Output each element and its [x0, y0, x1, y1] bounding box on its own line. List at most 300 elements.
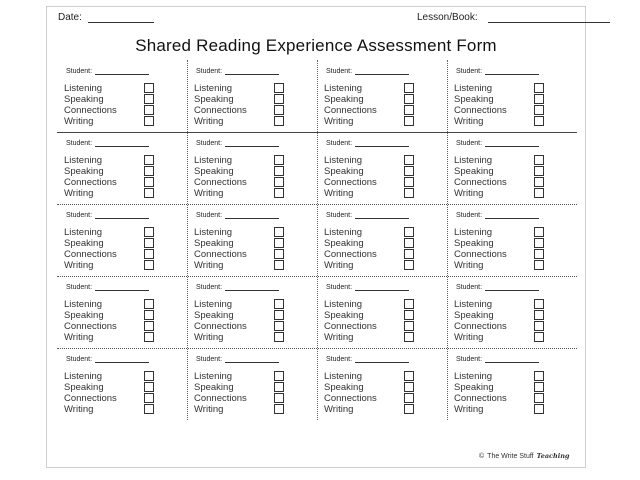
skill-checkbox[interactable] [274, 94, 284, 104]
student-label: Student: [326, 140, 353, 147]
skill-item [454, 188, 549, 199]
student-name-line[interactable] [225, 282, 279, 291]
skill-item [454, 177, 549, 188]
skill-checkbox[interactable] [404, 155, 414, 165]
skill-item [64, 116, 159, 127]
student-name-line[interactable] [95, 138, 149, 147]
skill-label: Listening [64, 83, 103, 94]
skill-label: Writing [194, 332, 224, 343]
skill-label: Speaking [454, 310, 494, 321]
skill-label: Speaking [324, 310, 364, 321]
skill-label: Speaking [64, 238, 104, 249]
student-name-line[interactable] [95, 66, 149, 75]
student-label: Student: [196, 356, 223, 363]
skill-checkbox[interactable] [534, 116, 544, 126]
skill-checkbox[interactable] [274, 116, 284, 126]
student-label: Student: [456, 140, 483, 147]
skill-checkbox[interactable] [274, 249, 284, 259]
skill-label: Writing [454, 404, 484, 415]
skill-label: Writing [454, 188, 484, 199]
skill-item [194, 188, 289, 199]
skill-checkbox[interactable] [534, 94, 544, 104]
skill-label: Speaking [324, 382, 364, 393]
skill-item [324, 382, 419, 393]
skill-label: Connections [324, 177, 377, 188]
skill-checkbox[interactable] [144, 404, 154, 414]
brand-accent: Teaching [536, 452, 570, 460]
student-field[interactable] [196, 354, 279, 363]
skill-label: Connections [324, 249, 377, 260]
skill-checkbox[interactable] [274, 404, 284, 414]
skill-checkbox[interactable] [404, 83, 414, 93]
skill-checkbox[interactable] [534, 260, 544, 270]
student-field[interactable] [456, 210, 539, 219]
student-label: Student: [66, 212, 93, 219]
skill-label: Speaking [194, 166, 234, 177]
skill-item [324, 155, 419, 166]
skill-item [454, 227, 549, 238]
skill-label: Connections [324, 393, 377, 404]
skill-item [194, 249, 289, 260]
skill-label: Writing [194, 116, 224, 127]
skills-list [64, 155, 159, 199]
skill-label: Speaking [194, 310, 234, 321]
skill-item [324, 299, 419, 310]
skill-item [324, 188, 419, 199]
skill-item [194, 238, 289, 249]
skill-item [454, 321, 549, 332]
skill-checkbox[interactable] [144, 260, 154, 270]
skill-checkbox[interactable] [534, 177, 544, 187]
skill-checkbox[interactable] [274, 188, 284, 198]
skill-checkbox[interactable] [404, 382, 414, 392]
skill-item [324, 238, 419, 249]
student-name-line[interactable] [225, 210, 279, 219]
student-field[interactable] [326, 354, 409, 363]
skill-label: Connections [194, 249, 247, 260]
skill-checkbox[interactable] [274, 227, 284, 237]
skill-label: Speaking [324, 94, 364, 105]
student-label: Student: [456, 284, 483, 291]
student-name-line[interactable] [355, 210, 409, 219]
student-cell [447, 132, 577, 204]
skill-checkbox[interactable] [534, 105, 544, 115]
student-field[interactable] [66, 354, 149, 363]
skill-checkbox[interactable] [534, 227, 544, 237]
copyright-symbol: © [479, 452, 485, 460]
skill-label: Writing [64, 332, 94, 343]
skill-item [454, 371, 549, 382]
lesson-label: Lesson/Book: [417, 12, 478, 23]
skill-checkbox[interactable] [534, 393, 544, 403]
skill-label: Speaking [194, 238, 234, 249]
page-title: Shared Reading Experience Assessment Form [135, 36, 497, 55]
student-name-line[interactable] [485, 66, 539, 75]
skill-item [64, 166, 159, 177]
student-cell [447, 348, 577, 420]
skill-item [194, 321, 289, 332]
skill-checkbox[interactable] [534, 166, 544, 176]
skill-item [64, 393, 159, 404]
skill-label: Writing [64, 116, 94, 127]
student-field[interactable] [456, 138, 539, 147]
student-name-line[interactable] [355, 354, 409, 363]
skill-checkbox[interactable] [274, 310, 284, 320]
skill-checkbox[interactable] [534, 382, 544, 392]
lesson-field[interactable] [417, 12, 610, 23]
student-field[interactable] [66, 138, 149, 147]
skill-checkbox[interactable] [274, 105, 284, 115]
skills-list [64, 371, 159, 415]
skill-item [64, 321, 159, 332]
student-name-line[interactable] [355, 138, 409, 147]
skill-checkbox[interactable] [144, 321, 154, 331]
skills-list [194, 227, 289, 271]
skills-list [324, 83, 419, 127]
skill-item [454, 105, 549, 116]
skill-item [324, 393, 419, 404]
skill-checkbox[interactable] [144, 166, 154, 176]
skill-item [64, 332, 159, 343]
student-field[interactable] [456, 282, 539, 291]
skill-checkbox[interactable] [404, 177, 414, 187]
student-field[interactable] [326, 138, 409, 147]
student-field[interactable] [326, 282, 409, 291]
skill-checkbox[interactable] [404, 299, 414, 309]
skill-label: Listening [64, 227, 103, 238]
skill-checkbox[interactable] [404, 105, 414, 115]
skill-checkbox[interactable] [404, 332, 414, 342]
skill-checkbox[interactable] [274, 155, 284, 165]
skill-label: Writing [64, 188, 94, 199]
skill-label: Connections [194, 105, 247, 116]
student-label: Student: [66, 356, 93, 363]
skill-checkbox[interactable] [144, 188, 154, 198]
skill-checkbox[interactable] [534, 332, 544, 342]
student-label: Student: [326, 68, 353, 75]
skill-checkbox[interactable] [534, 404, 544, 414]
skill-checkbox[interactable] [274, 238, 284, 248]
skill-label: Listening [324, 299, 363, 310]
skill-item [194, 299, 289, 310]
student-name-line[interactable] [485, 354, 539, 363]
skill-label: Writing [194, 260, 224, 271]
student-field[interactable] [326, 66, 409, 75]
skill-label: Speaking [194, 382, 234, 393]
skill-item [324, 310, 419, 321]
skill-checkbox[interactable] [404, 249, 414, 259]
student-cell [447, 204, 577, 276]
skill-item [194, 371, 289, 382]
skill-label: Writing [194, 404, 224, 415]
skill-label: Connections [324, 321, 377, 332]
skill-item [194, 94, 289, 105]
student-label: Student: [456, 212, 483, 219]
skill-label: Listening [324, 371, 363, 382]
skill-item [194, 310, 289, 321]
student-cell [317, 348, 447, 420]
skill-item [454, 404, 549, 415]
skills-list [194, 371, 289, 415]
skill-label: Connections [64, 249, 117, 260]
skill-checkbox[interactable] [274, 321, 284, 331]
skill-label: Connections [64, 393, 117, 404]
skill-item [194, 166, 289, 177]
skill-checkbox[interactable] [274, 260, 284, 270]
student-cell [57, 60, 187, 132]
skills-list [194, 155, 289, 199]
student-field[interactable] [66, 210, 149, 219]
skill-label: Listening [64, 371, 103, 382]
skill-checkbox[interactable] [144, 382, 154, 392]
student-name-line[interactable] [225, 354, 279, 363]
skill-checkbox[interactable] [534, 310, 544, 320]
skill-checkbox[interactable] [404, 371, 414, 381]
skill-item [454, 94, 549, 105]
skill-checkbox[interactable] [534, 321, 544, 331]
skill-checkbox[interactable] [144, 238, 154, 248]
student-name-line[interactable] [95, 210, 149, 219]
skill-label: Connections [194, 177, 247, 188]
skill-item [64, 227, 159, 238]
skill-checkbox[interactable] [534, 188, 544, 198]
skill-label: Connections [454, 249, 507, 260]
skill-item [64, 371, 159, 382]
skill-label: Connections [324, 105, 377, 116]
skill-checkbox[interactable] [534, 371, 544, 381]
date-field[interactable] [58, 12, 154, 23]
skill-item [64, 155, 159, 166]
skill-label: Listening [194, 299, 233, 310]
skill-checkbox[interactable] [534, 238, 544, 248]
skill-label: Writing [324, 332, 354, 343]
skill-item [454, 166, 549, 177]
skill-label: Speaking [324, 238, 364, 249]
skill-checkbox[interactable] [144, 393, 154, 403]
skill-checkbox[interactable] [144, 155, 154, 165]
skill-item [194, 227, 289, 238]
skill-item [64, 188, 159, 199]
skill-checkbox[interactable] [274, 299, 284, 309]
student-cell [57, 132, 187, 204]
date-label: Date: [58, 12, 82, 23]
skill-checkbox[interactable] [144, 177, 154, 187]
skill-item [324, 404, 419, 415]
student-field[interactable] [196, 66, 279, 75]
skill-label: Listening [194, 371, 233, 382]
skill-checkbox[interactable] [534, 299, 544, 309]
student-name-line[interactable] [355, 282, 409, 291]
skills-list [64, 227, 159, 271]
student-cell [317, 276, 447, 348]
skill-checkbox[interactable] [404, 310, 414, 320]
skill-checkbox[interactable] [144, 94, 154, 104]
skill-item [64, 177, 159, 188]
skill-item [454, 382, 549, 393]
student-label: Student: [456, 68, 483, 75]
skills-list [324, 299, 419, 343]
student-field[interactable] [196, 138, 279, 147]
skill-label: Speaking [454, 166, 494, 177]
skill-item [454, 155, 549, 166]
skill-item [64, 310, 159, 321]
skill-checkbox[interactable] [144, 310, 154, 320]
skill-label: Writing [324, 116, 354, 127]
skill-label: Listening [194, 155, 233, 166]
skill-checkbox[interactable] [144, 332, 154, 342]
skill-checkbox[interactable] [144, 227, 154, 237]
student-field[interactable] [66, 282, 149, 291]
skill-checkbox[interactable] [404, 260, 414, 270]
skill-item [64, 83, 159, 94]
student-label: Student: [196, 68, 223, 75]
student-name-line[interactable] [225, 138, 279, 147]
skill-label: Writing [454, 332, 484, 343]
skill-item [454, 332, 549, 343]
skill-label: Connections [194, 321, 247, 332]
skill-item [194, 332, 289, 343]
skill-item [64, 260, 159, 271]
skill-item [194, 382, 289, 393]
student-name-line[interactable] [95, 354, 149, 363]
student-cell [57, 204, 187, 276]
skill-checkbox[interactable] [144, 249, 154, 259]
skills-list [194, 299, 289, 343]
skill-item [454, 116, 549, 127]
skill-label: Listening [194, 83, 233, 94]
skill-checkbox[interactable] [274, 332, 284, 342]
student-field[interactable] [456, 66, 539, 75]
skill-item [324, 166, 419, 177]
skill-checkbox[interactable] [534, 249, 544, 259]
student-field[interactable] [456, 354, 539, 363]
skill-label: Connections [194, 393, 247, 404]
skills-list [324, 371, 419, 415]
skill-checkbox[interactable] [274, 166, 284, 176]
skill-checkbox[interactable] [144, 105, 154, 115]
skill-label: Speaking [64, 382, 104, 393]
skill-item [324, 332, 419, 343]
skill-item [194, 393, 289, 404]
skill-item [324, 116, 419, 127]
skill-item [454, 83, 549, 94]
skill-item [324, 260, 419, 271]
skill-label: Listening [64, 299, 103, 310]
skill-label: Speaking [64, 94, 104, 105]
student-label: Student: [326, 212, 353, 219]
skill-label: Writing [454, 116, 484, 127]
skill-label: Listening [324, 155, 363, 166]
skill-item [324, 249, 419, 260]
student-name-line[interactable] [485, 138, 539, 147]
student-label: Student: [66, 284, 93, 291]
student-field[interactable] [196, 282, 279, 291]
skill-checkbox[interactable] [404, 321, 414, 331]
lesson-input-line[interactable] [488, 12, 610, 23]
skill-item [194, 105, 289, 116]
student-cell [57, 276, 187, 348]
student-label: Student: [326, 356, 353, 363]
skill-item [194, 404, 289, 415]
skills-list [454, 83, 549, 127]
student-cell [187, 132, 317, 204]
student-name-line[interactable] [225, 66, 279, 75]
skill-checkbox[interactable] [274, 177, 284, 187]
skill-item [454, 260, 549, 271]
skill-checkbox[interactable] [404, 116, 414, 126]
skill-checkbox[interactable] [404, 238, 414, 248]
skill-item [194, 260, 289, 271]
skill-item [324, 94, 419, 105]
skill-item [64, 249, 159, 260]
skill-checkbox[interactable] [274, 382, 284, 392]
skill-label: Speaking [64, 166, 104, 177]
skill-checkbox[interactable] [144, 371, 154, 381]
student-label: Student: [196, 212, 223, 219]
skills-list [324, 227, 419, 271]
skill-checkbox[interactable] [534, 83, 544, 93]
skill-checkbox[interactable] [144, 299, 154, 309]
skill-item [454, 393, 549, 404]
skill-item [194, 155, 289, 166]
skill-checkbox[interactable] [404, 188, 414, 198]
skill-item [194, 116, 289, 127]
student-field[interactable] [326, 210, 409, 219]
skill-label: Writing [324, 188, 354, 199]
skill-checkbox[interactable] [144, 83, 154, 93]
skill-label: Writing [64, 260, 94, 271]
student-cell [317, 60, 447, 132]
skill-checkbox[interactable] [144, 116, 154, 126]
skill-checkbox[interactable] [404, 393, 414, 403]
skill-label: Listening [454, 83, 493, 94]
skill-label: Listening [324, 83, 363, 94]
skill-checkbox[interactable] [274, 393, 284, 403]
student-cell [447, 276, 577, 348]
skill-label: Connections [64, 105, 117, 116]
student-label: Student: [66, 68, 93, 75]
skill-checkbox[interactable] [404, 227, 414, 237]
skills-list [454, 155, 549, 199]
skill-checkbox[interactable] [534, 155, 544, 165]
skill-label: Speaking [454, 238, 494, 249]
skills-list [454, 227, 549, 271]
footer-brand [479, 452, 569, 460]
student-name-line[interactable] [95, 282, 149, 291]
skill-label: Writing [324, 404, 354, 415]
skill-checkbox[interactable] [404, 94, 414, 104]
skill-checkbox[interactable] [404, 166, 414, 176]
student-name-line[interactable] [485, 282, 539, 291]
skill-item [64, 238, 159, 249]
student-field[interactable] [66, 66, 149, 75]
skill-checkbox[interactable] [274, 371, 284, 381]
skill-label: Speaking [64, 310, 104, 321]
skill-item [324, 177, 419, 188]
skills-list [454, 299, 549, 343]
student-name-line[interactable] [485, 210, 539, 219]
skill-label: Listening [324, 227, 363, 238]
skill-checkbox[interactable] [274, 83, 284, 93]
student-cell [187, 204, 317, 276]
skills-list [454, 371, 549, 415]
skill-label: Speaking [454, 382, 494, 393]
student-name-line[interactable] [355, 66, 409, 75]
skill-label: Connections [64, 321, 117, 332]
student-field[interactable] [196, 210, 279, 219]
skill-checkbox[interactable] [404, 404, 414, 414]
date-input-line[interactable] [88, 12, 154, 23]
